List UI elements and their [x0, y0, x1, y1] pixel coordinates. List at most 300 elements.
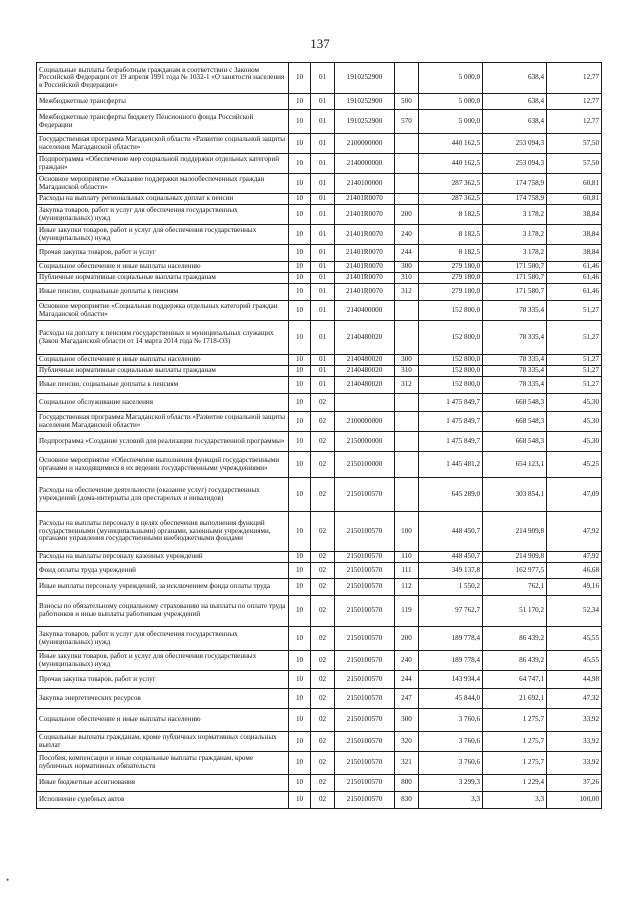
- table-row: [37, 194, 602, 205]
- cell-target-article: 2100000000: [335, 134, 395, 154]
- cell-plan-amount: 97 762,7: [419, 596, 483, 627]
- cell-expense-type: [395, 174, 419, 194]
- margin-mark: •: [6, 875, 10, 885]
- cell-plan-amount: 189 778,4: [419, 627, 483, 651]
- cell-plan-amount: 152 800,0: [419, 377, 483, 394]
- table-row: [37, 596, 602, 627]
- cell-plan-amount: 5 000,0: [419, 110, 483, 134]
- cell-expense-type: [395, 63, 419, 94]
- table-row: [37, 394, 602, 412]
- cell-target-article: 2150100570: [335, 563, 395, 579]
- table-row: [37, 627, 602, 651]
- cell-expense-type: 300: [395, 355, 419, 366]
- cell-actual-amount: 638,4: [483, 63, 547, 94]
- cell-percent: 38,84: [547, 245, 602, 262]
- cell-plan-amount: 8 182,5: [419, 225, 483, 245]
- cell-section: 10: [289, 205, 311, 225]
- cell-expense-type: 310: [395, 273, 419, 284]
- cell-percent: 51,27: [547, 355, 602, 366]
- cell-target-article: 2140480020: [335, 321, 395, 355]
- cell-name: Иные пенсии, социальные доплаты к пенсиям: [37, 284, 289, 301]
- cell-actual-amount: 3 178,2: [483, 225, 547, 245]
- cell-section: 10: [289, 775, 311, 792]
- cell-plan-amount: 189 778,4: [419, 651, 483, 671]
- cell-plan-amount: 3 760,6: [419, 709, 483, 732]
- cell-target-article: [335, 394, 395, 412]
- cell-percent: 61,46: [547, 273, 602, 284]
- cell-plan-amount: 152 800,0: [419, 321, 483, 355]
- cell-section: 10: [289, 134, 311, 154]
- cell-percent: 46,68: [547, 563, 602, 579]
- cell-name: Публичные нормативные социальные выплаты гражданам: [37, 273, 289, 284]
- cell-target-article: 2150100570: [335, 596, 395, 627]
- cell-percent: 100,00: [547, 792, 602, 809]
- table-body: [37, 63, 602, 809]
- cell-percent: 47,09: [547, 478, 602, 512]
- cell-expense-type: 312: [395, 377, 419, 394]
- cell-plan-amount: 5 000,0: [419, 94, 483, 110]
- cell-plan-amount: 1 475 849,7: [419, 432, 483, 452]
- cell-target-article: 2150100570: [335, 579, 395, 596]
- cell-section: 10: [289, 412, 311, 432]
- cell-name: Иные пенсии, социальные доплаты к пенсиям: [37, 377, 289, 394]
- cell-subsection: 02: [311, 478, 335, 512]
- cell-target-article: 2140480020: [335, 377, 395, 394]
- cell-expense-type: 830: [395, 792, 419, 809]
- cell-plan-amount: 448 450,7: [419, 512, 483, 552]
- cell-plan-amount: 152 800,0: [419, 301, 483, 321]
- cell-expense-type: 247: [395, 689, 419, 709]
- cell-plan-amount: 8 182,5: [419, 245, 483, 262]
- cell-actual-amount: 78 335,4: [483, 321, 547, 355]
- table-row: [37, 732, 602, 752]
- cell-name: Социальные выплаты гражданам, кроме публичных нормативных социальных выплат: [37, 732, 289, 752]
- table-row: [37, 709, 602, 732]
- cell-subsection: 01: [311, 94, 335, 110]
- cell-target-article: 21401R0070: [335, 245, 395, 262]
- cell-section: 10: [289, 273, 311, 284]
- cell-actual-amount: 1 275,7: [483, 732, 547, 752]
- cell-name: Фонд оплаты труда учреждений: [37, 563, 289, 579]
- cell-section: 10: [289, 245, 311, 262]
- cell-target-article: 2140480020: [335, 355, 395, 366]
- cell-plan-amount: 1 475 849,7: [419, 394, 483, 412]
- cell-percent: 51,27: [547, 366, 602, 377]
- cell-expense-type: [395, 478, 419, 512]
- table-row: [37, 154, 602, 174]
- cell-name: Публичные нормативные социальные выплаты гражданам: [37, 366, 289, 377]
- cell-section: 10: [289, 651, 311, 671]
- cell-target-article: 2150100570: [335, 752, 395, 775]
- cell-section: 10: [289, 432, 311, 452]
- table-row: [37, 174, 602, 194]
- cell-expense-type: [395, 452, 419, 478]
- cell-percent: 57,50: [547, 134, 602, 154]
- cell-target-article: 1910252900: [335, 110, 395, 134]
- cell-plan-amount: 1 475 849,7: [419, 412, 483, 432]
- cell-section: 10: [289, 301, 311, 321]
- cell-expense-type: [395, 321, 419, 355]
- cell-name: Социальное обеспечение и иные выплаты населению: [37, 355, 289, 366]
- cell-subsection: 02: [311, 412, 335, 432]
- cell-actual-amount: 668 548,3: [483, 412, 547, 432]
- cell-actual-amount: 3,3: [483, 792, 547, 809]
- table-row: [37, 225, 602, 245]
- table-row: [37, 110, 602, 134]
- cell-expense-type: 321: [395, 752, 419, 775]
- cell-subsection: 01: [311, 63, 335, 94]
- cell-section: 10: [289, 262, 311, 273]
- cell-percent: 61,46: [547, 284, 602, 301]
- cell-actual-amount: 3 178,2: [483, 245, 547, 262]
- cell-percent: 38,84: [547, 225, 602, 245]
- cell-section: 10: [289, 689, 311, 709]
- table-row: [37, 94, 602, 110]
- cell-expense-type: 312: [395, 284, 419, 301]
- cell-name: Закупка товаров, работ и услуг для обеспечения государственных (муниципальных) нужд: [37, 627, 289, 651]
- table-row: [37, 651, 602, 671]
- cell-percent: 51,27: [547, 301, 602, 321]
- cell-name: Расходы на выплату региональных социальных доплат к пенсии: [37, 194, 289, 205]
- cell-percent: 47,32: [547, 689, 602, 709]
- cell-percent: 61,46: [547, 262, 602, 273]
- cell-expense-type: 200: [395, 627, 419, 651]
- cell-subsection: 01: [311, 273, 335, 284]
- cell-expense-type: [395, 432, 419, 452]
- cell-percent: 57,50: [547, 154, 602, 174]
- cell-plan-amount: 279 180,0: [419, 284, 483, 301]
- table-row: [37, 245, 602, 262]
- cell-actual-amount: 3 178,2: [483, 205, 547, 225]
- cell-subsection: 01: [311, 377, 335, 394]
- cell-plan-amount: 3 299,3: [419, 775, 483, 792]
- cell-target-article: 2150100570: [335, 775, 395, 792]
- cell-actual-amount: 174 758,9: [483, 174, 547, 194]
- cell-section: 10: [289, 671, 311, 689]
- page-number: 137: [310, 36, 330, 51]
- table-row: [37, 355, 602, 366]
- cell-subsection: 01: [311, 154, 335, 174]
- cell-name: Подпрограмма «Создание условий для реализации государственной программы»: [37, 432, 289, 452]
- table-row: [37, 63, 602, 94]
- table-row: [37, 512, 602, 552]
- cell-section: 10: [289, 478, 311, 512]
- cell-expense-type: 240: [395, 651, 419, 671]
- cell-section: 10: [289, 355, 311, 366]
- cell-actual-amount: 21 692,1: [483, 689, 547, 709]
- cell-target-article: 2150100570: [335, 689, 395, 709]
- cell-expense-type: [395, 194, 419, 205]
- cell-actual-amount: 654 123,1: [483, 452, 547, 478]
- cell-name: Пособия, компенсации и иные социальные выплаты гражданам, кроме публичных нормативных обязательств: [37, 752, 289, 775]
- cell-percent: 45,30: [547, 412, 602, 432]
- table-row: [37, 273, 602, 284]
- cell-name: Иные закупки товаров, работ и услуг для обеспечения государственных (муниципальных) нужд: [37, 651, 289, 671]
- cell-subsection: 02: [311, 732, 335, 752]
- cell-expense-type: 300: [395, 262, 419, 273]
- cell-percent: 45,55: [547, 627, 602, 651]
- cell-name: Расходы на обеспечение деятельности (оказание услуг) государственных учреждений (дома-интернаты для престарелых и инвалидов): [37, 478, 289, 512]
- cell-subsection: 02: [311, 432, 335, 452]
- cell-subsection: 01: [311, 321, 335, 355]
- cell-percent: 45,55: [547, 651, 602, 671]
- cell-subsection: 02: [311, 579, 335, 596]
- cell-target-article: 21401R0070: [335, 205, 395, 225]
- cell-percent: 12,77: [547, 110, 602, 134]
- cell-section: 10: [289, 596, 311, 627]
- cell-target-article: 2150100570: [335, 709, 395, 732]
- table-row: [37, 262, 602, 273]
- cell-plan-amount: 45 844,0: [419, 689, 483, 709]
- cell-actual-amount: 171 580,7: [483, 262, 547, 273]
- cell-actual-amount: 253 094,3: [483, 154, 547, 174]
- cell-expense-type: 244: [395, 245, 419, 262]
- cell-plan-amount: 1 550,2: [419, 579, 483, 596]
- cell-subsection: 02: [311, 651, 335, 671]
- table-row: [37, 366, 602, 377]
- cell-target-article: 21401R0070: [335, 225, 395, 245]
- cell-target-article: 2140100000: [335, 174, 395, 194]
- cell-section: 10: [289, 154, 311, 174]
- cell-percent: 33,92: [547, 709, 602, 732]
- cell-percent: 49,16: [547, 579, 602, 596]
- cell-target-article: 2140400000: [335, 301, 395, 321]
- cell-percent: 47,92: [547, 512, 602, 552]
- cell-percent: 38,84: [547, 205, 602, 225]
- cell-name: Подпрограмма «Обеспечение мер социальной поддержки отдельных категорий граждан»: [37, 154, 289, 174]
- cell-name: Прочая закупка товаров, работ и услуг: [37, 245, 289, 262]
- cell-expense-type: 320: [395, 732, 419, 752]
- cell-name: Социальное обеспечение и иные выплаты населению: [37, 262, 289, 273]
- cell-actual-amount: 86 439,2: [483, 627, 547, 651]
- cell-section: 10: [289, 94, 311, 110]
- cell-actual-amount: 214 909,8: [483, 552, 547, 563]
- cell-target-article: 2150100570: [335, 792, 395, 809]
- cell-subsection: 02: [311, 627, 335, 651]
- table-row: [37, 552, 602, 563]
- cell-actual-amount: 303 854,1: [483, 478, 547, 512]
- cell-expense-type: 240: [395, 225, 419, 245]
- cell-name: Иные бюджетные ассигнования: [37, 775, 289, 792]
- cell-percent: 51,27: [547, 321, 602, 355]
- cell-actual-amount: 638,4: [483, 110, 547, 134]
- cell-name: Закупка товаров, работ и услуг для обеспечения государственных (муниципальных) нужд: [37, 205, 289, 225]
- cell-plan-amount: 3 760,6: [419, 732, 483, 752]
- cell-section: 10: [289, 366, 311, 377]
- cell-expense-type: 111: [395, 563, 419, 579]
- cell-subsection: 01: [311, 134, 335, 154]
- cell-percent: 12,77: [547, 63, 602, 94]
- cell-section: 10: [289, 452, 311, 478]
- cell-name: Межбюджетные трансферты: [37, 94, 289, 110]
- cell-name: Основное мероприятие «Оказание поддержки малообеспеченных граждан Магаданской области»: [37, 174, 289, 194]
- cell-target-article: 21401R0070: [335, 284, 395, 301]
- cell-plan-amount: 279 180,0: [419, 262, 483, 273]
- cell-plan-amount: 645 289,0: [419, 478, 483, 512]
- cell-name: Социальное обслуживание населения: [37, 394, 289, 412]
- table-row: [37, 432, 602, 452]
- cell-actual-amount: 638,4: [483, 94, 547, 110]
- cell-section: 10: [289, 284, 311, 301]
- cell-expense-type: 112: [395, 579, 419, 596]
- cell-percent: 45,30: [547, 394, 602, 412]
- cell-target-article: 2150000000: [335, 432, 395, 452]
- cell-subsection: 02: [311, 394, 335, 412]
- cell-subsection: 02: [311, 689, 335, 709]
- cell-actual-amount: 78 335,4: [483, 366, 547, 377]
- cell-subsection: 02: [311, 452, 335, 478]
- table-row: [37, 563, 602, 579]
- cell-expense-type: 110: [395, 552, 419, 563]
- cell-actual-amount: 51 170,2: [483, 596, 547, 627]
- cell-percent: 52,34: [547, 596, 602, 627]
- cell-subsection: 01: [311, 301, 335, 321]
- cell-expense-type: 244: [395, 671, 419, 689]
- cell-actual-amount: 86 439,2: [483, 651, 547, 671]
- table-row: [37, 689, 602, 709]
- cell-subsection: 02: [311, 775, 335, 792]
- cell-actual-amount: 171 580,7: [483, 284, 547, 301]
- cell-name: Государственная программа Магаданской области «Развитие социальной защиты населения Магаданской области»: [37, 412, 289, 432]
- cell-expense-type: 119: [395, 596, 419, 627]
- cell-percent: 44,98: [547, 671, 602, 689]
- cell-section: 10: [289, 752, 311, 775]
- cell-expense-type: [395, 412, 419, 432]
- cell-section: 10: [289, 792, 311, 809]
- cell-percent: 51,27: [547, 377, 602, 394]
- cell-name: Иные закупки товаров, работ и услуг для обеспечения государственных (муниципальных) нужд: [37, 225, 289, 245]
- cell-expense-type: [395, 134, 419, 154]
- cell-section: 10: [289, 321, 311, 355]
- cell-name: Взносы по обязательному социальному страхованию на выплаты по оплате труда работников и иные выплаты работникам учреждений: [37, 596, 289, 627]
- cell-actual-amount: 1 275,7: [483, 709, 547, 732]
- table-row: [37, 134, 602, 154]
- table-row: [37, 205, 602, 225]
- cell-actual-amount: 1 229,4: [483, 775, 547, 792]
- cell-plan-amount: 287 362,5: [419, 194, 483, 205]
- cell-subsection: 01: [311, 205, 335, 225]
- cell-actual-amount: 253 094,3: [483, 134, 547, 154]
- table-row: [37, 579, 602, 596]
- cell-subsection: 02: [311, 752, 335, 775]
- cell-plan-amount: 349 137,8: [419, 563, 483, 579]
- cell-actual-amount: 1 275,7: [483, 752, 547, 775]
- cell-percent: 45,30: [547, 432, 602, 452]
- cell-target-article: 2140000000: [335, 154, 395, 174]
- table-row: [37, 752, 602, 775]
- cell-target-article: 2150100570: [335, 651, 395, 671]
- cell-subsection: 01: [311, 225, 335, 245]
- cell-target-article: 21401R0070: [335, 194, 395, 205]
- cell-percent: 47,92: [547, 552, 602, 563]
- table-row: [37, 412, 602, 432]
- cell-section: 10: [289, 394, 311, 412]
- cell-plan-amount: 440 162,5: [419, 134, 483, 154]
- cell-subsection: 01: [311, 194, 335, 205]
- cell-percent: 33,92: [547, 752, 602, 775]
- cell-percent: 37,26: [547, 775, 602, 792]
- table-row: [37, 452, 602, 478]
- cell-name: Межбюджетные трансферты бюджету Пенсионного фонда Российской Федерации: [37, 110, 289, 134]
- table-row: [37, 377, 602, 394]
- cell-subsection: 01: [311, 174, 335, 194]
- cell-section: 10: [289, 377, 311, 394]
- table-row: [37, 671, 602, 689]
- cell-target-article: 2100000000: [335, 412, 395, 432]
- cell-actual-amount: 762,1: [483, 579, 547, 596]
- cell-target-article: 2150100570: [335, 478, 395, 512]
- cell-actual-amount: 171 580,7: [483, 273, 547, 284]
- cell-subsection: 01: [311, 245, 335, 262]
- cell-expense-type: [395, 394, 419, 412]
- cell-target-article: 2150100570: [335, 512, 395, 552]
- cell-subsection: 01: [311, 355, 335, 366]
- cell-subsection: 01: [311, 262, 335, 273]
- cell-section: 10: [289, 63, 311, 94]
- cell-subsection: 01: [311, 366, 335, 377]
- cell-name: Расходы на доплату к пенсиям государственных и муниципальных служащих (Закон Магаданской области от 14 марта 2014 года № 1718-ОЗ): [37, 321, 289, 355]
- cell-plan-amount: 8 182,5: [419, 205, 483, 225]
- cell-target-article: 2150100570: [335, 732, 395, 752]
- cell-plan-amount: 152 800,0: [419, 355, 483, 366]
- cell-actual-amount: 668 548,3: [483, 432, 547, 452]
- cell-actual-amount: 78 335,4: [483, 377, 547, 394]
- cell-section: 10: [289, 110, 311, 134]
- cell-target-article: 21401R0070: [335, 262, 395, 273]
- cell-expense-type: [395, 154, 419, 174]
- cell-actual-amount: 78 335,4: [483, 301, 547, 321]
- cell-name: Расходы на выплаты персоналу в целях обеспечения выполнения функций государственными (муниципальными) органами, казенными учреждениями, органами управления государственными внебюджетными фондами: [37, 512, 289, 552]
- cell-target-article: 1910252900: [335, 94, 395, 110]
- cell-plan-amount: 3 760,6: [419, 752, 483, 775]
- cell-section: 10: [289, 732, 311, 752]
- budget-table: [36, 62, 602, 809]
- cell-subsection: 02: [311, 671, 335, 689]
- cell-subsection: 02: [311, 563, 335, 579]
- cell-section: 10: [289, 709, 311, 732]
- table-row: [37, 321, 602, 355]
- cell-plan-amount: 287 362,5: [419, 174, 483, 194]
- table-row: [37, 478, 602, 512]
- cell-target-article: 1910252900: [335, 63, 395, 94]
- cell-section: 10: [289, 552, 311, 563]
- cell-actual-amount: 668 548,3: [483, 394, 547, 412]
- cell-name: Основное мероприятие «Социальная поддержка отдельных категорий граждан Магаданской области»: [37, 301, 289, 321]
- cell-name: Социальное обеспечение и иные выплаты населению: [37, 709, 289, 732]
- cell-subsection: 02: [311, 709, 335, 732]
- cell-subsection: 01: [311, 110, 335, 134]
- cell-target-article: 2150100570: [335, 552, 395, 563]
- cell-percent: 60,81: [547, 174, 602, 194]
- cell-target-article: 2150100570: [335, 627, 395, 651]
- cell-section: 10: [289, 194, 311, 205]
- cell-expense-type: 500: [395, 94, 419, 110]
- table-row: [37, 301, 602, 321]
- cell-plan-amount: 440 162,5: [419, 154, 483, 174]
- cell-target-article: 2150100000: [335, 452, 395, 478]
- cell-actual-amount: 162 977,5: [483, 563, 547, 579]
- cell-actual-amount: 64 747,1: [483, 671, 547, 689]
- cell-section: 10: [289, 579, 311, 596]
- cell-section: 10: [289, 225, 311, 245]
- cell-name: Прочая закупка товаров, работ и услуг: [37, 671, 289, 689]
- cell-name: Иные выплаты персоналу учреждений, за исключением фонда оплаты труда: [37, 579, 289, 596]
- cell-name: Расходы на выплаты персоналу казенных учреждений: [37, 552, 289, 563]
- cell-plan-amount: 279 180,0: [419, 273, 483, 284]
- cell-name: Социальные выплаты безработным гражданам в соответствии с Законом Российской Федерации от 19 апреля 1991 года № 1032-1 «О занятости населения в Российской Федерации»: [37, 63, 289, 94]
- cell-expense-type: 300: [395, 709, 419, 732]
- cell-section: 10: [289, 174, 311, 194]
